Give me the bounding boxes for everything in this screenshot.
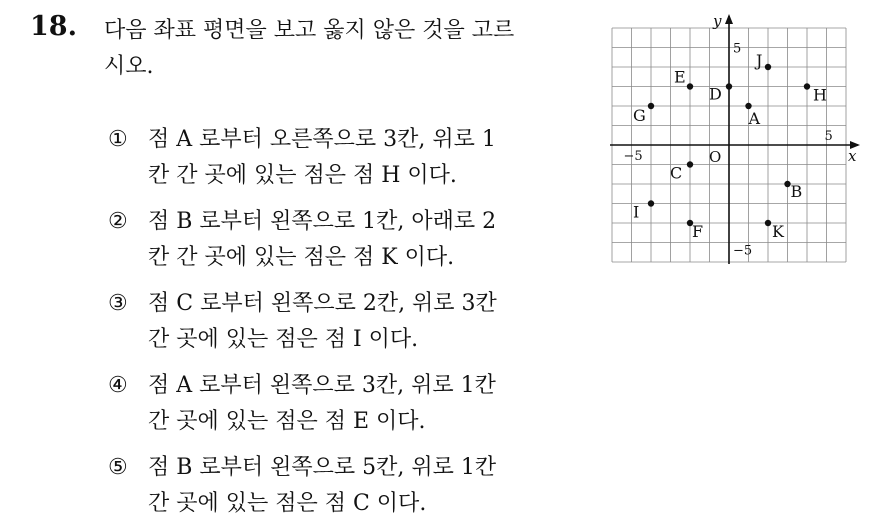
question-text [104, 13, 594, 85]
choice-marker: ② [108, 209, 128, 234]
choice-line: 점 A 로부터 오른쪽으로 3칸, 위로 1 [148, 127, 496, 152]
y-tick-label: −5 [733, 243, 753, 259]
choice-text [148, 122, 496, 194]
question-number: 18. [30, 11, 77, 42]
point-g [648, 103, 654, 109]
y-axis-label: y [713, 12, 722, 30]
point-label-e: E [674, 67, 686, 87]
origin-label: O [709, 148, 722, 166]
point-label-a: A [748, 109, 761, 128]
coordinate-plane-svg [608, 12, 857, 269]
point-label-f: F [692, 222, 704, 241]
point-j [765, 64, 771, 70]
choice-5[interactable] [108, 450, 578, 532]
choice-text [148, 286, 497, 358]
choice-line: 점 B 로부터 왼쪽으로 5칸, 위로 1칸 [148, 455, 497, 480]
point-e [687, 83, 693, 89]
choice-text [148, 368, 496, 440]
choice-marker: ① [108, 127, 128, 152]
point-label-h: H [813, 85, 827, 105]
choice-marker: ⑤ [108, 455, 128, 480]
choice-line: 점 C 로부터 왼쪽으로 2칸, 위로 3칸 [148, 291, 497, 316]
y-axis-arrow [725, 14, 733, 24]
choice-line: 점 B 로부터 왼쪽으로 1칸, 아래로 2 [148, 209, 497, 234]
point-d [726, 83, 732, 89]
point-k [765, 220, 771, 226]
point-label-d: D [709, 84, 722, 104]
x-tick-label: −5 [623, 149, 643, 164]
choice-line: 간 곳에 있는 점은 점 C 이다. [148, 491, 427, 516]
question-line: 시오. [104, 54, 154, 79]
point-label-k: K [772, 222, 784, 241]
answer-choices [108, 122, 578, 532]
choice-line: 간 곳에 있는 점은 점 E 이다. [148, 409, 426, 434]
choice-text [148, 204, 496, 276]
choice-3[interactable] [108, 286, 578, 368]
coordinate-plane [608, 12, 857, 269]
choice-marker: ④ [108, 373, 128, 398]
choice-line: 간 곳에 있는 점은 점 I 이다. [148, 327, 419, 352]
question-line: 다음 좌표 평면을 보고 옳지 않은 것을 고르 [104, 18, 515, 43]
choice-line: 점 A 로부터 왼쪽으로 3칸, 위로 1칸 [148, 373, 496, 398]
point-label-b: B [790, 182, 803, 201]
choice-4[interactable] [108, 368, 578, 450]
point-label-c: C [670, 163, 683, 183]
choice-line: 칸 간 곳에 있는 점은 점 H 이다. [148, 163, 457, 188]
point-i [648, 200, 654, 206]
choice-line: 칸 간 곳에 있는 점은 점 K 이다. [148, 245, 455, 270]
point-h [804, 83, 810, 89]
choice-1[interactable] [108, 122, 578, 204]
point-c [687, 161, 693, 167]
point-label-j: J [756, 51, 763, 70]
choice-2[interactable] [108, 204, 578, 286]
point-label-i: I [633, 202, 640, 222]
x-tick-label: 5 [824, 129, 833, 144]
x-axis-label: x [848, 147, 857, 165]
point-label-g: G [633, 106, 646, 125]
choice-marker: ③ [108, 291, 128, 316]
y-tick-label: 5 [733, 41, 742, 57]
choice-text [148, 450, 496, 522]
